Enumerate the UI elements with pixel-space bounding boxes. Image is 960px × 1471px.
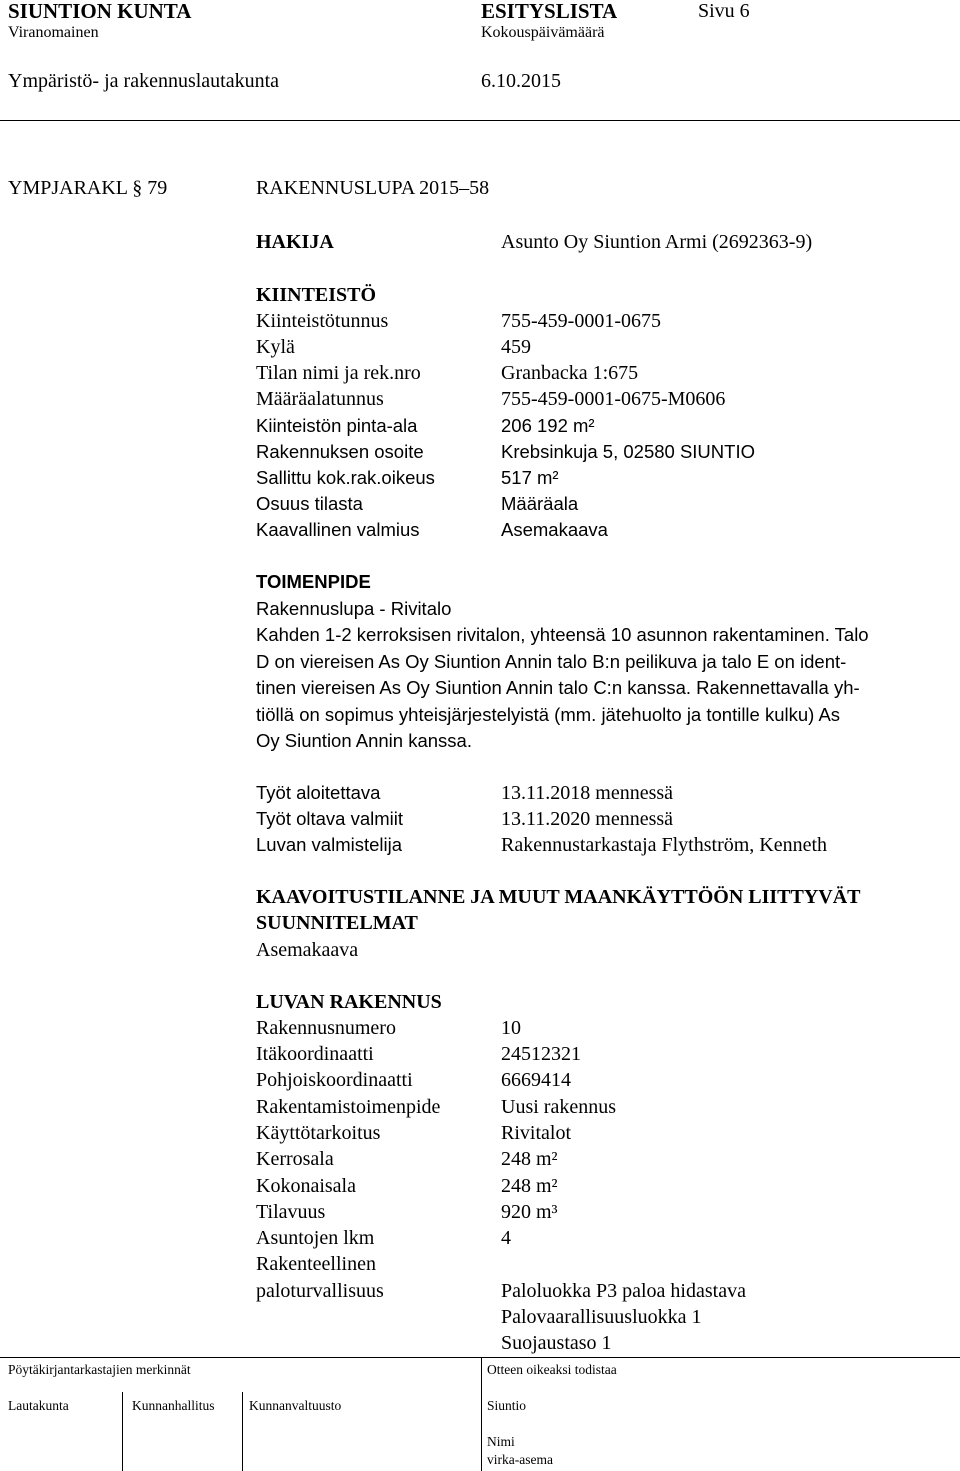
- footer-column-divider: [481, 1357, 482, 1471]
- building-value: Uusi rakennus: [501, 1096, 616, 1118]
- property-label: Määräalatunnus: [256, 388, 384, 410]
- fire-safety-value: Paloluokka P3 paloa hidastava: [501, 1280, 746, 1302]
- schedule-label: Luvan valmistelija: [256, 834, 403, 855]
- footer-certified-label: Otteen oikeaksi todistaa: [487, 1362, 617, 1377]
- footer-name-label: Nimi: [487, 1434, 515, 1449]
- building-value: 4: [501, 1227, 511, 1249]
- zoning-heading-line2: SUUNNITELMAT: [256, 912, 418, 934]
- municipality-name: SIUNTION KUNTA: [8, 0, 192, 23]
- building-label: Kokonaisala: [256, 1175, 356, 1197]
- fire-safety-value: Palovaarallisuusluokka 1: [501, 1306, 702, 1328]
- property-value: 755-459-0001-0675-M0606: [501, 388, 726, 410]
- building-heading: LUVAN RAKENNUS: [256, 991, 442, 1013]
- footer-title-label: virka-asema: [487, 1452, 553, 1467]
- property-label: Osuus tilasta: [256, 493, 363, 514]
- measure-text-line: tiöllä on sopimus yhteisjärjestelyistä (mm. jätehuolto ja tontille kulku) As: [256, 704, 841, 725]
- property-heading: KIINTEISTÖ: [256, 284, 377, 306]
- property-value: Granbacka 1:675: [501, 362, 639, 384]
- building-value: 248 m²: [501, 1148, 558, 1170]
- case-reference: YMPJARAKL § 79: [8, 177, 168, 199]
- building-label: Tilavuus: [256, 1201, 326, 1223]
- footer-board-label: Lautakunta: [8, 1398, 69, 1413]
- property-value: 755-459-0001-0675: [501, 310, 661, 332]
- fire-safety-label: Rakenteellinen: [256, 1253, 376, 1275]
- property-value: 517 m²: [501, 467, 559, 488]
- page-number: Sivu 6: [698, 0, 750, 22]
- document-type: ESITYSLISTA: [481, 0, 618, 23]
- footer-notes-label: Pöytäkirjantarkastajien merkinnät: [8, 1362, 191, 1377]
- property-label: Kaavallinen valmius: [256, 519, 420, 540]
- footer-divider: [0, 1357, 960, 1358]
- property-value: Asemakaava: [501, 519, 608, 540]
- zoning-value: Asemakaava: [256, 939, 359, 961]
- building-value: 248 m²: [501, 1175, 558, 1197]
- measure-text-line: Kahden 1-2 kerroksisen rivitalon, yhteensä 10 asunnon rakentaminen. Talo: [256, 624, 869, 645]
- meeting-date-label: Kokouspäivämäärä: [481, 24, 605, 41]
- schedule-label: Työt aloitettava: [256, 782, 381, 803]
- applicant-label: HAKIJA: [256, 231, 334, 253]
- building-label: Rakentamistoimenpide: [256, 1096, 441, 1118]
- property-label: Rakennuksen osoite: [256, 441, 424, 462]
- schedule-value: 13.11.2020 mennessä: [501, 808, 674, 830]
- measure-text-line: tinen viereisen As Oy Siuntion Annin talo C:n kanssa. Rakennettavalla yh-: [256, 677, 860, 698]
- property-label: Kylä: [256, 336, 295, 358]
- building-label: Käyttötarkoitus: [256, 1122, 381, 1144]
- building-value: 6669414: [501, 1069, 571, 1091]
- fire-safety-label-line2: paloturvallisuus: [256, 1280, 384, 1302]
- building-value: Rivitalot: [501, 1122, 571, 1144]
- property-value: 206 192 m²: [501, 415, 595, 436]
- building-label: Asuntojen lkm: [256, 1227, 375, 1249]
- property-label: Sallittu kok.rak.oikeus: [256, 467, 435, 488]
- fire-safety-value: Suojaustaso 1: [501, 1332, 612, 1354]
- footer-column-divider: [242, 1392, 243, 1471]
- property-label: Kiinteistötunnus: [256, 310, 389, 332]
- measure-text-line: Oy Siuntion Annin kanssa.: [256, 730, 472, 751]
- header-divider: [0, 120, 960, 121]
- building-label: Kerrosala: [256, 1148, 334, 1170]
- meeting-date: 6.10.2015: [481, 70, 561, 92]
- footer-municipal-board-label: Kunnanhallitus: [132, 1398, 215, 1413]
- building-value: 920 m³: [501, 1201, 558, 1223]
- schedule-label: Työt oltava valmiit: [256, 808, 404, 829]
- footer-place: Siuntio: [487, 1398, 527, 1413]
- building-label: Itäkoordinaatti: [256, 1043, 374, 1065]
- measure-subtitle: Rakennuslupa - Rivitalo: [256, 598, 452, 619]
- authority-name: Ympäristö- ja rakennuslautakunta: [8, 70, 280, 92]
- measure-text-line: D on viereisen As Oy Siuntion Annin talo B:n peilikuva ja talo E on ident-: [256, 651, 847, 672]
- schedule-value: 13.11.2018 mennessä: [501, 782, 674, 804]
- applicant-value: Asunto Oy Siuntion Armi (2692363-9): [501, 231, 813, 253]
- property-label: Kiinteistön pinta-ala: [256, 415, 418, 436]
- footer-column-divider: [122, 1392, 123, 1471]
- building-value: 10: [501, 1017, 521, 1039]
- measure-heading: TOIMENPIDE: [256, 571, 371, 592]
- schedule-value: Rakennustarkastaja Flythström, Kenneth: [501, 834, 828, 856]
- building-value: 24512321: [501, 1043, 581, 1065]
- case-title: RAKENNUSLUPA 2015–58: [256, 177, 490, 199]
- property-value: Krebsinkuja 5, 02580 SIUNTIO: [501, 441, 755, 462]
- footer-council-label: Kunnanvaltuusto: [249, 1398, 342, 1413]
- building-label: Pohjoiskoordinaatti: [256, 1069, 413, 1091]
- authority-label: Viranomainen: [8, 24, 99, 41]
- property-value: Määräala: [501, 493, 579, 514]
- building-label: Rakennusnumero: [256, 1017, 396, 1039]
- property-label: Tilan nimi ja rek.nro: [256, 362, 421, 384]
- zoning-heading: KAAVOITUSTILANNE JA MUUT MAANKÄYTTÖÖN LIITTYVÄT: [256, 886, 861, 908]
- property-value: 459: [501, 336, 531, 358]
